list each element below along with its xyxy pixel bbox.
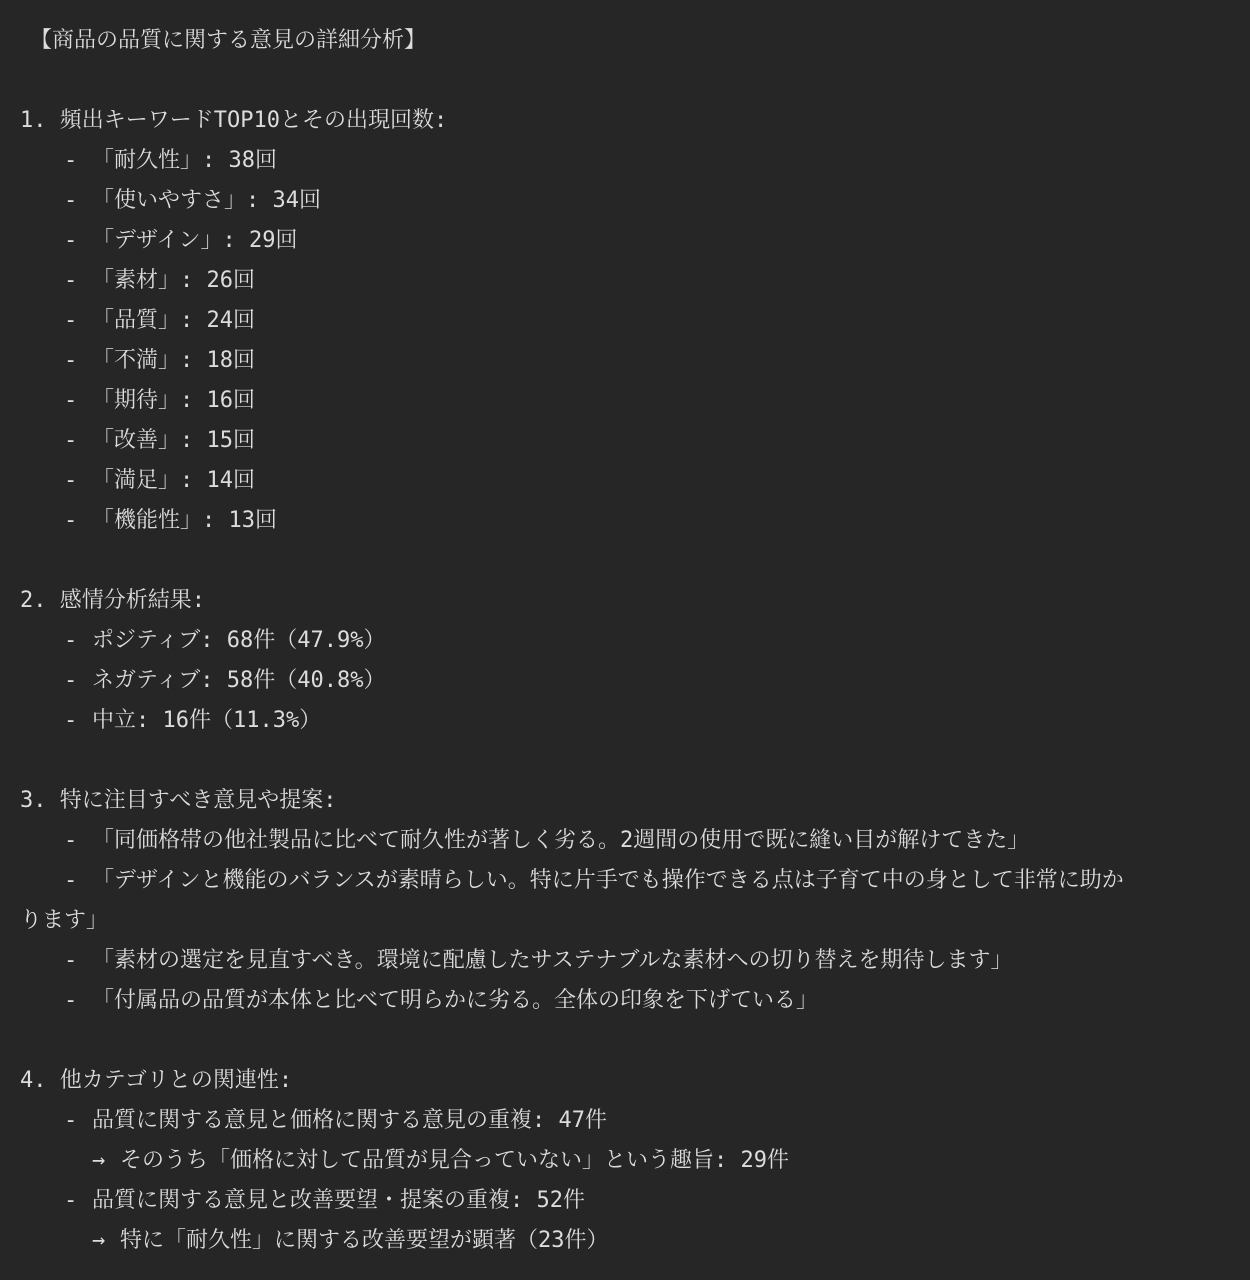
dash: - bbox=[64, 668, 78, 693]
keyword-item: - 「素材」: 26回 bbox=[20, 261, 1230, 301]
arrow-icon: → bbox=[92, 1228, 106, 1253]
dash: - bbox=[64, 388, 78, 413]
dash: - bbox=[64, 948, 78, 973]
spacer bbox=[20, 61, 1230, 101]
dash: - bbox=[64, 828, 78, 853]
dash: - bbox=[64, 628, 78, 653]
opinion-item-continuation: ります」 bbox=[20, 908, 109, 933]
opinion-item: - 「付属品の品質が本体と比べて明らかに劣る。全体の印象を下げている」 bbox=[20, 981, 1230, 1021]
spacer bbox=[20, 1021, 1230, 1061]
section-2-heading: 2. 感情分析結果: bbox=[20, 588, 205, 613]
section-3-heading: 3. 特に注目すべき意見や提案: bbox=[20, 788, 337, 813]
opinion-item: - 「素材の選定を見直すべき。環境に配慮したサステナブルな素材への切り替えを期待します」 bbox=[20, 941, 1230, 981]
relation-item: - 品質に関する意見と改善要望・提案の重複: 52件 bbox=[20, 1181, 1230, 1221]
keyword-item: - 「品質」: 24回 bbox=[20, 301, 1230, 341]
sentiment-item: - 中立: 16件（11.3%） bbox=[20, 701, 1230, 741]
dash: - bbox=[64, 348, 78, 373]
relation-subitem: → 特に「耐久性」に関する改善要望が顕著（23件） bbox=[20, 1221, 1230, 1261]
dash: - bbox=[64, 468, 78, 493]
sentiment-item: - ポジティブ: 68件（47.9%） bbox=[20, 621, 1230, 661]
dash: - bbox=[64, 228, 78, 253]
keyword-item: - 「機能性」: 13回 bbox=[20, 501, 1230, 541]
dash: - bbox=[64, 988, 78, 1013]
spacer bbox=[20, 541, 1230, 581]
keyword-item: - 「デザイン」: 29回 bbox=[20, 221, 1230, 261]
relation-item: - 品質に関する意見と価格に関する意見の重複: 47件 bbox=[20, 1101, 1230, 1141]
dash: - bbox=[64, 868, 78, 893]
dash: - bbox=[64, 428, 78, 453]
dash: - bbox=[64, 508, 78, 533]
relation-subitem: → そのうち「価格に対して品質が見合っていない」という趣旨: 29件 bbox=[20, 1141, 1230, 1181]
spacer bbox=[20, 741, 1230, 781]
keyword-item: - 「期待」: 16回 bbox=[20, 381, 1230, 421]
dash: - bbox=[64, 268, 78, 293]
dash: - bbox=[64, 1108, 78, 1133]
opinion-item: - 「同価格帯の他社製品に比べて耐久性が著しく劣る。2週間の使用で既に縫い目が解けてきた」 bbox=[20, 821, 1230, 861]
arrow-icon: → bbox=[92, 1148, 106, 1173]
keyword-item: - 「不満」: 18回 bbox=[20, 341, 1230, 381]
dash: - bbox=[64, 148, 78, 173]
keyword-item: - 「満足」: 14回 bbox=[20, 461, 1230, 501]
dash: - bbox=[64, 1188, 78, 1213]
section-1-heading: 1. 頻出キーワードTOP10とその出現回数: bbox=[20, 108, 448, 133]
opinion-item: - 「デザインと機能のバランスが素晴らしい。特に片手でも操作できる点は子育て中の身として非常に助か bbox=[20, 861, 1230, 901]
keyword-item: - 「耐久性」: 38回 bbox=[20, 141, 1230, 181]
keyword-item: - 「改善」: 15回 bbox=[20, 421, 1230, 461]
keyword-item: - 「使いやすさ」: 34回 bbox=[20, 181, 1230, 221]
sentiment-item: - ネガティブ: 58件（40.8%） bbox=[20, 661, 1230, 701]
dash: - bbox=[64, 308, 78, 333]
dash: - bbox=[64, 708, 78, 733]
dash: - bbox=[64, 188, 78, 213]
section-4-heading: 4. 他カテゴリとの関連性: bbox=[20, 1068, 293, 1093]
document-title: 【商品の品質に関する意見の詳細分析】 bbox=[30, 28, 427, 53]
